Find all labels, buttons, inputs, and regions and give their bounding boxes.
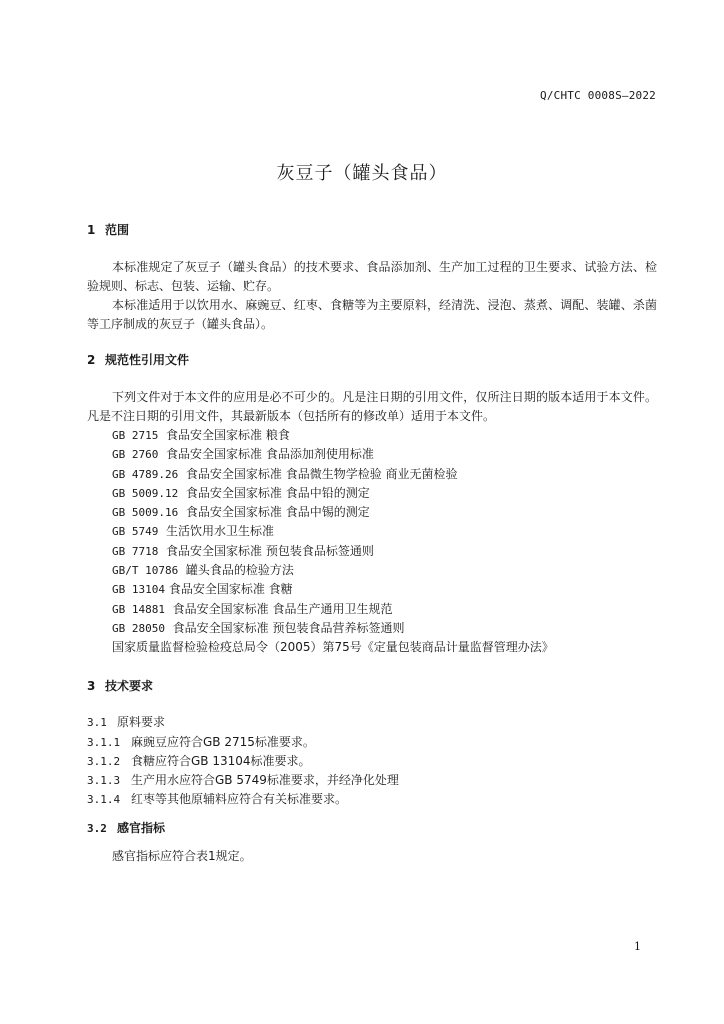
ref-code: GB 5009.12 <box>112 486 179 500</box>
clause-number: 3.2 <box>87 822 107 835</box>
list-item <box>112 484 554 503</box>
clause-3-1-3 <box>87 771 399 788</box>
clause-3-1-2 <box>87 752 311 769</box>
decree-reference: 国家质量监督检验检疫总局令（2005）第75号《定量包装商品计量监督管理办法》 <box>112 640 554 655</box>
ref-name: 生活饮用水卫生标准 <box>166 524 275 539</box>
ref-code: GB 14881 <box>112 602 165 616</box>
clause-number: 3.1.4 <box>87 793 121 806</box>
clause-text: 麻豌豆应符合GB 2715标准要求。 <box>131 735 315 749</box>
ref-code: GB 13104 <box>112 583 165 597</box>
scope-paragraph-1: 本标准规定了灰豆子（罐头食品）的技术要求、食品添加剂、生产加工过程的卫生要求、试验方法、检验规则、标志、包装、运输、贮存。 <box>87 260 657 293</box>
ref-name: 罐头食品的检验方法 <box>185 563 294 578</box>
clause-3-1 <box>87 713 165 730</box>
section-title: 范围 <box>105 223 130 237</box>
list-item <box>112 503 554 522</box>
ref-code: GB/T 10786 <box>112 564 179 578</box>
ref-name: 食品安全国家标准 食糖 <box>168 582 293 597</box>
ref-name: 食品安全国家标准 食品生产通用卫生规范 <box>172 601 393 616</box>
ref-name: 食品安全国家标准 食品中锡的测定 <box>185 505 370 520</box>
page-number: 1 <box>634 940 641 953</box>
reference-list <box>112 426 554 658</box>
clause-text: 红枣等其他原辅料应符合有关标准要求。 <box>131 792 348 806</box>
clause-3-1-1 <box>87 733 315 750</box>
ref-code: GB 2715 <box>112 429 159 442</box>
document-title: 灰豆子（罐头食品） <box>276 163 448 184</box>
section-3-heading <box>87 677 153 694</box>
ref-name: 食品安全国家标准 食品中铅的测定 <box>185 485 370 500</box>
clause-text: 生产用水应符合GB 5749标准要求，并经净化处理 <box>131 773 399 787</box>
ref-code: GB 28050 <box>112 621 165 635</box>
section-number: 3 <box>87 679 96 693</box>
clause-number: 3.1 <box>87 716 107 729</box>
sensory-paragraph: 感官指标应符合表1规定。 <box>112 849 252 863</box>
list-item <box>112 561 554 580</box>
ref-name: 食品安全国家标准 粮食 <box>166 428 290 442</box>
ref-name: 食品安全国家标准 食品微生物学检验 商业无菌检验 <box>185 466 458 481</box>
clause-text: 食糖应符合GB 13104标准要求。 <box>131 754 311 768</box>
ref-code: GB 5749 <box>112 525 159 539</box>
ref-code: GB 7718 <box>112 544 159 558</box>
ref-code: GB 5009.16 <box>112 506 179 520</box>
list-item <box>112 522 554 541</box>
list-item <box>112 619 554 638</box>
list-item <box>112 426 554 445</box>
list-item <box>112 542 554 561</box>
clause-text: 原料要求 <box>117 715 166 729</box>
section-1-heading <box>87 221 129 238</box>
section-title: 规范性引用文件 <box>105 353 190 367</box>
ref-code: GB 2760 <box>112 448 159 462</box>
list-item <box>112 600 554 619</box>
section-title: 技术要求 <box>105 679 154 693</box>
clause-3-1-4 <box>87 790 347 807</box>
list-item <box>112 445 554 464</box>
clause-number: 3.1.1 <box>87 736 121 749</box>
section-2-heading <box>87 351 189 368</box>
ref-name: 食品安全国家标准 食品添加剂使用标准 <box>166 447 374 462</box>
ref-name: 食品安全国家标准 预包装食品标签通则 <box>166 543 374 558</box>
scope-paragraph-2: 本标准适用于以饮用水、麻豌豆、红枣、食糖等为主要原料，经清洗、浸泡、蒸煮、调配、装罐、杀菌等工序制成的灰豆子（罐头食品）。 <box>87 298 657 331</box>
clause-3-2 <box>87 819 165 836</box>
list-item <box>112 638 554 657</box>
list-item <box>112 580 554 599</box>
section-number: 2 <box>87 353 96 367</box>
clause-text: 感官指标 <box>117 821 166 835</box>
list-item <box>112 465 554 484</box>
clause-number: 3.1.2 <box>87 755 121 768</box>
references-intro: 下列文件对于本文件的应用是必不可少的。凡是注日期的引用文件，仅所注日期的版本适用于本文件。凡是不注日期的引用文件，其最新版本（包括所有的修改单）适用于本文件。 <box>87 390 657 423</box>
ref-code: GB 4789.26 <box>112 467 179 481</box>
section-number: 1 <box>87 223 96 237</box>
ref-name: 食品安全国家标准 预包装食品营养标签通则 <box>172 620 405 635</box>
clause-number: 3.1.3 <box>87 774 121 787</box>
standard-code: Q/CHTC 0008S—2022 <box>540 89 656 102</box>
